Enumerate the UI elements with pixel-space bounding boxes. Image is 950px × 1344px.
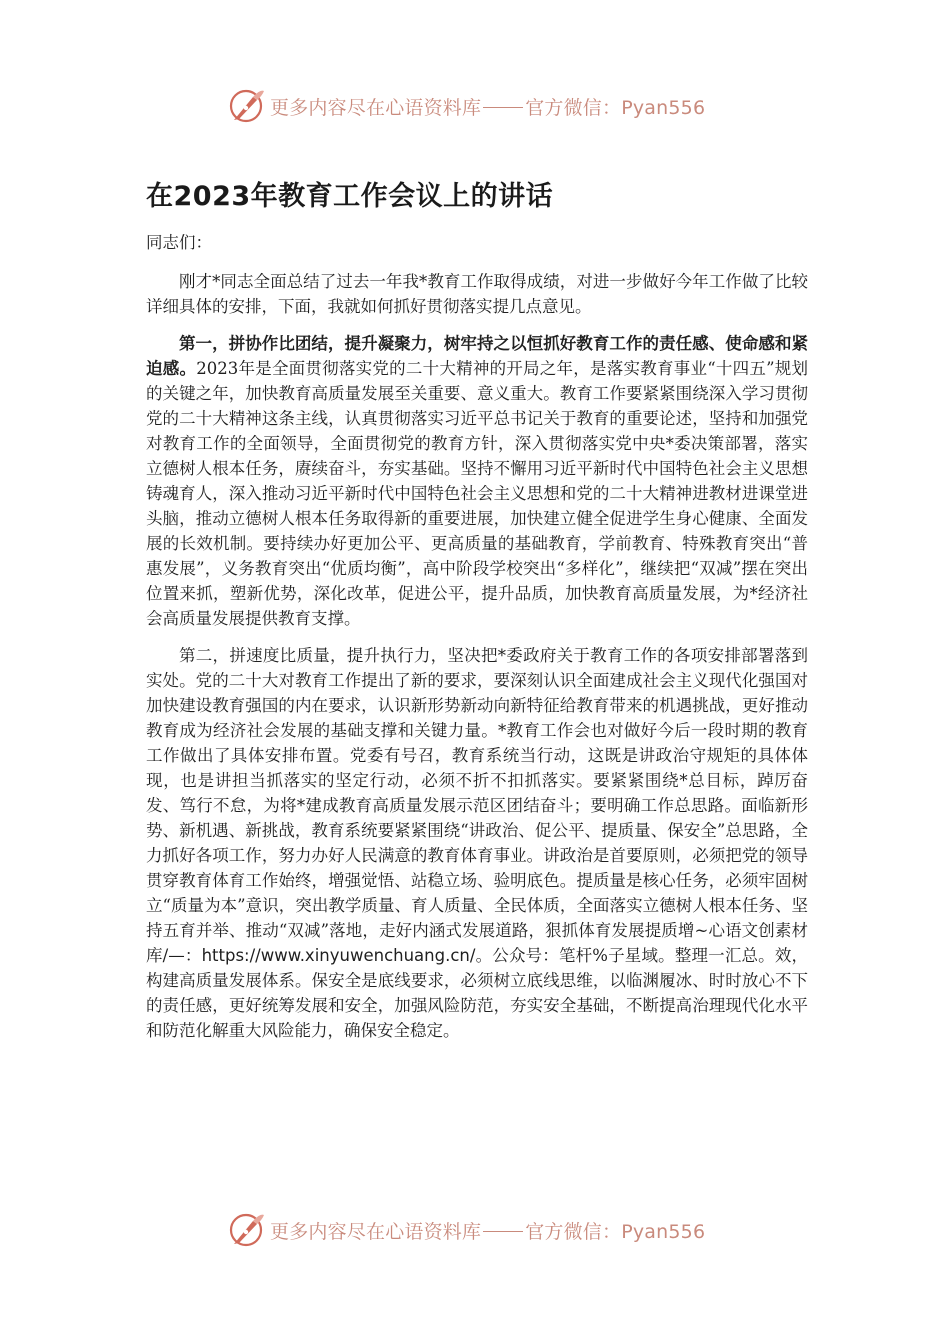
point-one-paragraph: [146, 331, 808, 631]
page-title: 在2023年教育工作会议上的讲话: [146, 181, 554, 212]
document-body: [146, 230, 808, 1055]
quill-logo-icon: [226, 1210, 266, 1250]
point-two-text-a: 第二，拼速度比质量，提升执行力，坚决把*委政府关于教育工作的各项安排部署落到实处。党的二十大对教育工作提出了新的要求，要深刻认识全面建成社会主义现代化强国对加快建设教育强国的内在要求，认识新形势新动向新特征给教育带来的机遇挑战，更好推动教育成为经济社会发展的基础支撑和关键力量。*教育工作会也对做好今后一段时期的教育工作做出了具体安排布置。党委有号召，教育系统当行动，这既是讲政治守规矩的具体体现，也是讲担当抓落实的坚定行动，必须不折不扣抓落实。要紧紧围绕*总目标，踔厉奋发、笃行不怠，为将*建成教育高质量发展示范区团结奋斗；要明确工作总思路。面临新形势、新机遇、新挑战，教育系统要紧紧围绕“讲政治、促公平、提质量、保安全”总思路，全力抓好各项工作，努力办好人民满意的教育体育事业。讲政治是首要原则，必须把党的领导贯穿教育体育工作始终，增强觉悟、站稳立场、验明底色。提质量是核心任务，必须牢固树立“质量为本”意识，突出教学质量、育人质量、全民体质，全面落实立德树人根本任务、坚持五育并举、推动“双减”落地，走好内涵式发展道路，狠抓体育发展提质增~心语文创素材库/—：: [146, 646, 808, 965]
point-two-paragraph: [146, 643, 808, 1043]
source-url: https://www.xinyuwenchuang.cn/: [201, 946, 476, 965]
banner-dash: [483, 107, 523, 108]
point-one-heading: 第一，拼协作比团结，提升凝聚力，树牢持之以恒抓好教育工作的责任感、使命感和紧迫感。: [146, 334, 808, 378]
intro-paragraph: 刚才*同志全面总结了过去一年我*教育工作取得成绩，对进一步做好今年工作做了比较详细具体的安排，下面，我就如何抓好贯彻落实提几点意见。: [146, 272, 808, 316]
point-one-body: 2023年是全面贯彻落实党的二十大精神的开局之年，是落实教育事业“十四五”规划的关键之年，加快教育高质量发展至关重要、意义重大。教育工作要紧紧围绕深入学习贯彻党的二十大精神这条主线，认真贯彻落实习近平总书记关于教育的重要论述，坚持和加强党对教育工作的全面领导，全面贯彻党的教育方针，深入贯彻落实党中央*委决策部署，落实立德树人根本任务，赓续奋斗，夯实基础。坚持不懈用习近平新时代中国特色社会主义思想铸魂育人，深入推动习近平新时代中国特色社会主义思想和党的二十大精神进教材进课堂进头脑，推动立德树人根本任务取得新的重要进展，加快建立健全促进学生身心健康、全面发展的长效机制。要持续办好更加公平、更高质量的基础教育，学前教育、特殊教育突出“普惠发展”，义务教育突出“优质均衡”，高中阶段学校突出“多样化”，继续把“双减”摆在突出位置来抓，塑新优势，深化改革，促进公平，提升品质，加快教育高质量发展，为*经济社会高质量发展提供教育支撑。: [146, 359, 809, 628]
footer-banner: [226, 1208, 705, 1252]
footer-banner-text-wechat: 官方微信：Pyan556: [525, 1220, 706, 1243]
salutation: 同志们：: [146, 233, 212, 252]
footer-banner-dash: [483, 1231, 523, 1232]
banner-text-main: 更多内容尽在心语资料库: [270, 96, 482, 119]
point-two-text-b: 。公众号：笔杆%子星域。整理一汇总。效，构建高质量发展体系。保安全是底线要求，必须树立底线思维，以临渊履冰、时时放心不下的责任感，更好统筹发展和安全，加强风险防范，夯实安全基础，不断提高治理现代化水平和防范化解重大风险能力，确保安全稳定。: [146, 946, 808, 1040]
footer-banner-text-main: 更多内容尽在心语资料库: [270, 1220, 482, 1243]
banner-text-wechat: 官方微信：Pyan556: [525, 96, 706, 119]
header-banner: [226, 84, 705, 128]
quill-logo-icon: [226, 86, 266, 126]
